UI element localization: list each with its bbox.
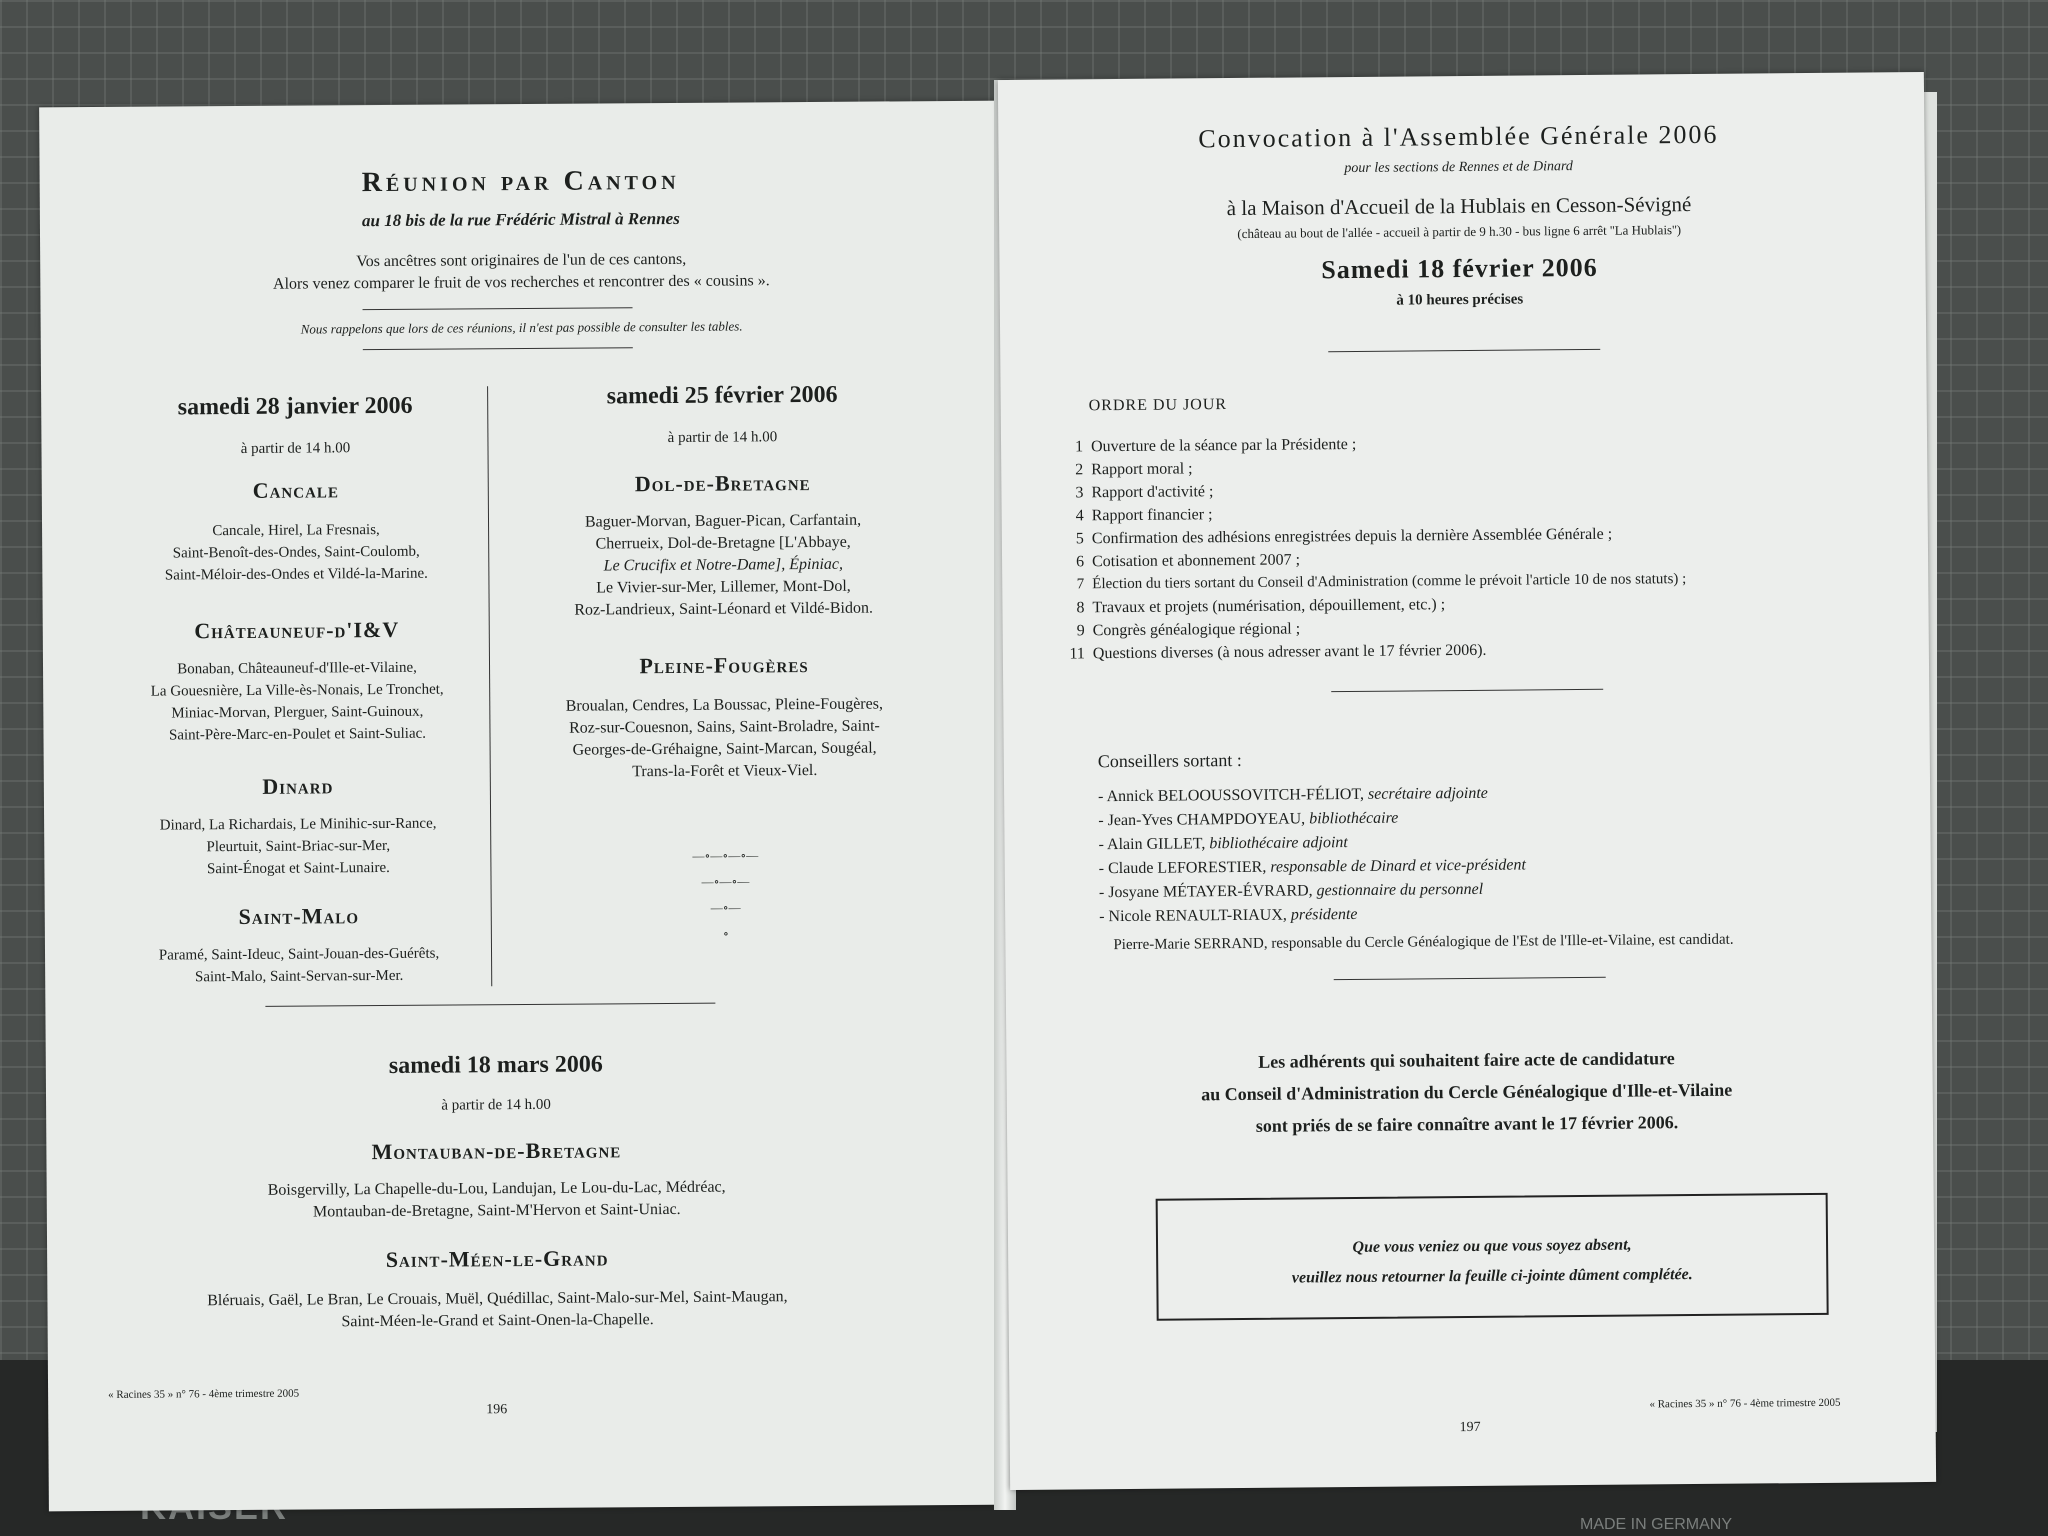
session-date: samedi 25 février 2006 <box>606 381 838 410</box>
candidate-note: Pierre-Marie SERRAND, responsable du Cercle Généalogique de l'Est de l'Ille-et-Vilaine, est candidat. <box>1113 931 1734 954</box>
canton-name: Saint-Malo <box>238 903 360 930</box>
canton-name: Cancale <box>252 477 339 503</box>
canton-towns: Baguer-Morvan, Baguer-Pican, Carfantain, Cherrueix, Dol-de-Bretagne [L'Abbaye, Le Crucifix et Notre-Dame], Épiniac, Le Vivier-sur-Mer, Lillemer, Mont-Dol, Roz-Landrieux, Saint-Léonard et Vildé-Bidon. <box>574 511 874 619</box>
divider <box>265 1003 715 1007</box>
canton-towns: Dinard, La Richardais, Le Minihic-sur-Rance, Pleurtuit, Saint-Briac-sur-Mer, Saint-Énogat et Saint-Lunaire. <box>159 815 437 878</box>
meeting-time: à 10 heures précises <box>1396 291 1524 309</box>
divider <box>1334 977 1606 980</box>
divider <box>1328 349 1600 352</box>
council-member: - Josyane MÉTAYER-ÉVRARD, gestionnaire du personnel <box>1098 880 1484 902</box>
canton-towns: Cancale, Hirel, La Fresnais, Saint-Benoît-des-Ondes, Saint-Coulomb, Saint-Méloir-des-Ondes et Vildé-la-Marine. <box>164 522 428 584</box>
right-title: Convocation à l'Assemblée Générale 2006 <box>1198 119 1719 154</box>
page-number: 196 <box>486 1402 508 1418</box>
council-member: - Alain GILLET, bibliothécaire adjoint <box>1098 834 1348 854</box>
canton-name: Châteauneuf-d'I&V <box>194 616 400 644</box>
session-date: samedi 18 mars 2006 <box>388 1051 603 1079</box>
council-member: - Annick BELOOUSSOVITCH-FÉLIOT, secrétaire adjointe <box>1098 784 1488 806</box>
council-member: - Jean-Yves CHAMPDOYEAU, bibliothécaire <box>1098 809 1399 830</box>
session-time: à partir de 14 h.00 <box>240 440 351 457</box>
council-title: Conseillers sortant : <box>1097 749 1242 772</box>
left-title: Réunion par Canton <box>361 164 680 199</box>
session-date: samedi 28 janvier 2006 <box>177 392 413 421</box>
page-number: 197 <box>1459 1419 1481 1436</box>
intro-line-1: Vos ancêtres sont originaires de l'un de ces cantons, <box>356 250 687 271</box>
right-page <box>998 72 1936 1490</box>
agenda-title: ORDRE DU JOUR <box>1088 396 1228 415</box>
reminder-box <box>1156 1193 1829 1321</box>
left-subtitle: au 18 bis de la rue Frédéric Mistral à Rennes <box>361 208 680 231</box>
candidacy-call: Les adhérents qui souhaitent faire acte de candidature au Conseil d'Administration du Cercle Généalogique d'Ille-et-Vilaine sont priés de se faire connaître avant le 17 février 2006. <box>1201 1048 1733 1136</box>
divider <box>363 307 633 310</box>
left-page <box>39 101 1011 1512</box>
divider <box>363 347 633 350</box>
right-subtitle: pour les sections de Rennes et de Dinard <box>1344 159 1573 177</box>
agenda-list: 1 Ouverture de la séance par la Présidente ; 2 Rapport moral ; 3 Rapport d'activité ; 4 Rapport financier ; 5 Confirmation des adhésions enregistrées depuis la dernière Assemblée Générale ; 6 Cotisation et abonnement 2007 ; 7 Élection du tiers sortant du Conseil d'Administration (comme le prévoit l'article 10 de nos statuts) ; 8 Travaux et projets (numérisation, dépouillement, etc.) ; 9 Congrès généalogique régional ; 11 Questions diverses (à nous adresser avant le 17 février 2006). <box>1069 435 1687 663</box>
canton-name: Dinard <box>262 773 334 799</box>
council-member: - Nicole RENAULT-RIAUX, présidente <box>1099 905 1358 926</box>
canton-name: Montauban-de-Bretagne <box>371 1137 622 1165</box>
canton-towns: Bléruais, Gaël, Le Bran, Le Crouais, Muël, Quédillac, Saint-Malo-sur-Mel, Saint-Maugan, Saint-Méen-le-Grand et Saint-Onen-la-Chapelle. <box>207 1288 788 1331</box>
session-time: à partir de 14 h.00 <box>441 1096 551 1114</box>
canton-towns: Broualan, Cendres, La Boussac, Pleine-Fougères, Roz-sur-Couesnon, Sains, Saint-Broladre, Saint- Georges-de-Gréhaigne, Saint-Marcan, Sougéal, Trans-la-Forêt et Vieux-Viel. <box>565 695 883 781</box>
council-list <box>1098 781 1526 929</box>
meeting-date: Samedi 18 février 2006 <box>1321 252 1598 285</box>
page-footer: « Racines 35 » n° 76 - 4ème trimestre 2005 <box>1649 1396 1841 1411</box>
mat-made-label: MADE IN GERMANY <box>1580 1516 1733 1533</box>
session-time: à partir de 14 h.00 <box>667 429 778 446</box>
meeting-place-note: (château au bout de l'allée - accueil à partir de 9 h.30 - bus ligne 6 arrêt ''La Hublais'') <box>1237 222 1682 241</box>
note: Nous rappelons que lors de ces réunions, il n'est pas possible de consulter les tables. <box>300 318 743 337</box>
divider <box>1331 689 1603 692</box>
page-footer: « Racines 35 » n° 76 - 4ème trimestre 2005 <box>108 1387 300 1401</box>
canton-towns: Bonaban, Châteauneuf-d'Ille-et-Vilaine, La Gouesnière, La Ville-ès-Nonais, Le Tronchet, Miniac-Morvan, Plerguer, Saint-Guinoux, Saint-Père-Marc-en-Poulet et Saint-Suliac. <box>150 659 444 744</box>
reminder-text: Que vous veniez ou que vous soyez absent, veuillez nous retourner la feuille ci-jointe dûment complétée. <box>1291 1236 1693 1287</box>
canton-name: Dol-de-Bretagne <box>634 469 811 497</box>
canton-towns: Paramé, Saint-Ideuc, Saint-Jouan-des-Guérêts, Saint-Malo, Saint-Servan-sur-Mer. <box>158 945 440 986</box>
canton-name: Saint-Méen-le-Grand <box>385 1245 609 1272</box>
canton-name: Pleine-Fougères <box>639 652 809 679</box>
ornament: —∘—∘—∘— —∘—∘— —∘— ∘ <box>692 848 759 941</box>
meeting-place: à la Maison d'Accueil de la Hublais en Cesson-Sévigné <box>1226 192 1692 221</box>
intro-line-2: Alors venez comparer le fruit de vos recherches et rencontrer des « cousins ». <box>272 272 770 293</box>
council-member: - Claude LEFORESTIER, responsable de Dinard et vice-président <box>1098 856 1526 878</box>
canton-towns: Boisgervilly, La Chapelle-du-Lou, Landujan, Le Lou-du-Lac, Médréac, Montauban-de-Bretagne, Saint-M'Hervon et Saint-Uniac. <box>267 1178 726 1221</box>
